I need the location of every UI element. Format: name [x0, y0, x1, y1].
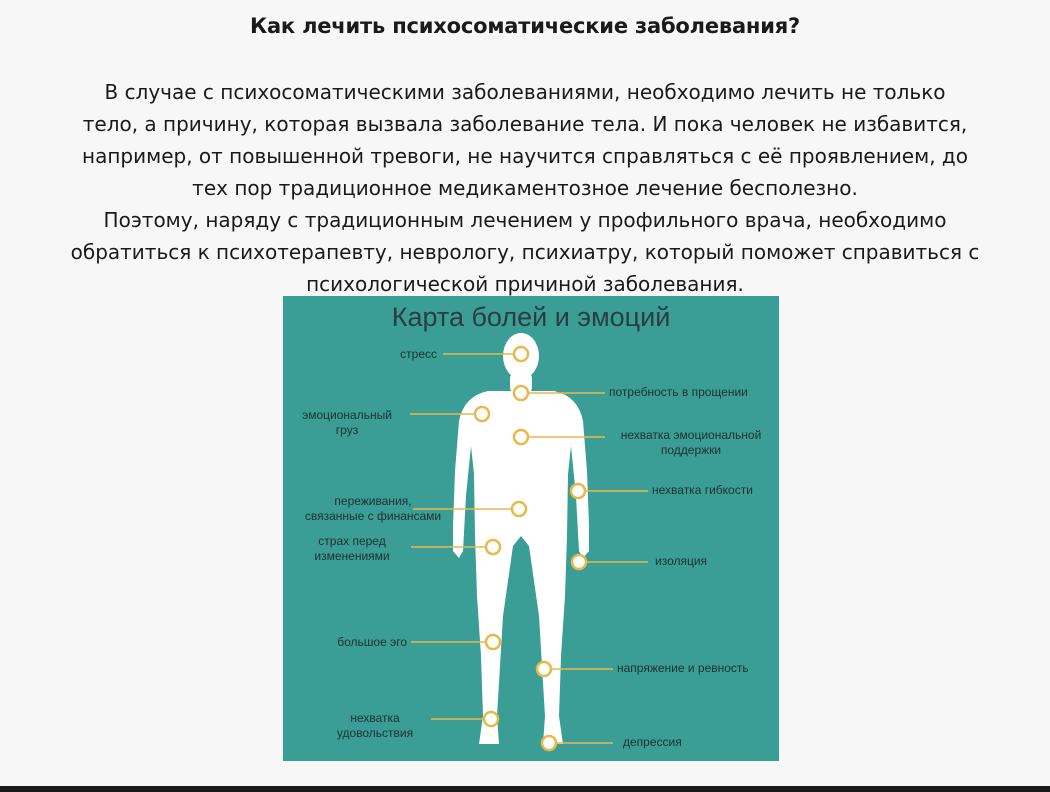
- label-lack-of-pleasure: нехватка удовольствия: [336, 711, 414, 740]
- intro-paragraph: [30, 76, 1020, 300]
- label-isolation: изоляция: [655, 554, 708, 568]
- label-tension-jealousy: напряжение и ревность: [617, 661, 749, 675]
- label-emotional-support: нехватка эмоциональной поддержки: [620, 428, 762, 457]
- body-figure-icon: [283, 296, 779, 761]
- paragraph-line: тех пор традиционное медикаментозное лечение бесполезно.: [192, 176, 858, 200]
- label-stress: стресс: [400, 347, 437, 361]
- label-finance-worries: переживания, связанные с финансами: [304, 494, 442, 523]
- page-title: Как лечить психосоматические заболевания?: [249, 14, 801, 38]
- paragraph-line: например, от повышенной тревоги, не научится справляться с её проявлением, до: [82, 144, 968, 168]
- label-big-ego: большое эго: [337, 635, 407, 649]
- map-title: Карта болей и эмоций: [391, 302, 671, 332]
- label-emotional-load: эмоциональный груз: [302, 408, 392, 437]
- label-forgiveness: потребность в прощении: [609, 385, 748, 399]
- bottom-border: [0, 786, 1050, 792]
- paragraph-line: психологической причиной заболевания.: [306, 272, 744, 296]
- label-fear-of-change: страх перед изменениями: [314, 534, 390, 563]
- paragraph-line: тело, а причину, которая вызвала заболевание тела. И пока человек не избавится,: [82, 112, 968, 136]
- paragraph-line: Поэтому, наряду с традиционным лечением у профильного врача, необходимо: [103, 208, 947, 232]
- label-depression: депрессия: [623, 735, 682, 749]
- label-flexibility: нехватка гибкости: [652, 483, 753, 497]
- paragraph-line: обратиться к психотерапевту, неврологу, психиатру, который поможет справиться с: [70, 240, 980, 264]
- paragraph-line: В случае с психосоматическими заболеваниями, необходимо лечить не только: [104, 80, 946, 104]
- pain-emotion-map: [283, 296, 779, 761]
